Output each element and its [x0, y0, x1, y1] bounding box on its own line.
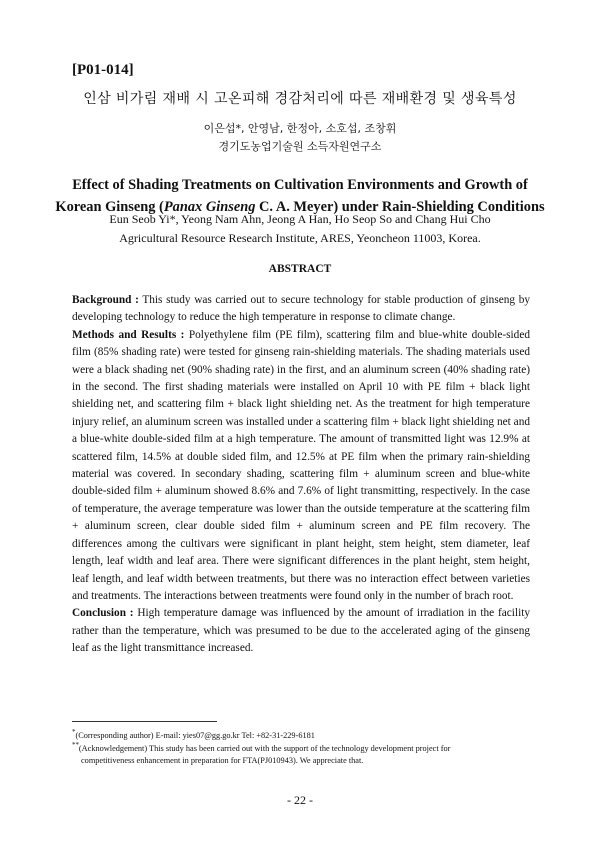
- methods-text: Polyethylene film (PE film), scattering film and blue-white double-sided film (85% shading rate) were tested for ginseng rain-shielding materials. The shading materials used were a black shading net (90% shading rate) in the first, and an aluminum screen (40% shading rate) in the second. The first shading materials were installed on April 10 with PE film + black light shielding net, and scattering film + black light shielding net. As the treatment for high temperature injury relief, an aluminum screen was installed under a scattering film + black light shielding net and a blue-white double-sided film at a high temperature. The amount of transmitted light was 12.9% at scattered film, 14.5% at double sided film, and 12.5% at PE film when the primary rain-shielding material was covered. In secondary shading, scattering film + aluminum screen and blue-white double-sided film + aluminum showed 8.6% and 7.6% of light transmitting, respectively. In the case of temperature, the average temperature was lower than the outside temperature at the scattering film + aluminum screen, clear double sided film + aluminum screen and PE film recovery. The differences among the cultivars were significant in plant height, stem height, stem diameter, leaf length, leaf width and leaf area. There were significant differences in the plant height, stem height, leaf length, and leaf width between treatments, but there was no interaction effect between varieties and treatments. The interactions between treatments were found only in the number of brach root.: [72, 328, 530, 602]
- methods-label: Methods and Results :: [72, 328, 185, 341]
- footnote-2-line2: competitiveness enhancement in preparation for FTA(PJ010943). We appreciate that.: [81, 756, 364, 766]
- conclusion-paragraph: [72, 605, 530, 657]
- english-title-line2-post: C. A. Meyer) under Rain-Shielding Conditions: [255, 199, 545, 215]
- footnote-1-text: (Corresponding author) E-mail: yies07@gg.go.kr Tel: +82-31-229-6181: [75, 730, 315, 740]
- english-affiliation: Agricultural Resource Research Institute, ARES, Yeoncheon 11003, Korea.: [119, 231, 481, 245]
- page-number: - 22 -: [287, 793, 313, 807]
- footnote-acknowledgement: [72, 740, 532, 768]
- footnote-2-line1: (Acknowledgement) This study has been carried out with the support of the technology development project for: [78, 743, 451, 753]
- footnote-divider: [72, 721, 217, 722]
- english-authors: Eun Seob Yi*, Yeong Nam Ahn, Jeong A Han, Ho Seop So and Chang Hui Cho: [109, 212, 491, 226]
- poster-code: [P01-014]: [72, 62, 134, 78]
- english-title-line1: Effect of Shading Treatments on Cultivation Environments and Growth of: [72, 177, 528, 193]
- conclusion-text: High temperature damage was influenced by the amount of irradiation in the facility rather than the temperature, which was presumed to be due to the accelerated aging of the ginseng leaf as the light transmittance increased.: [72, 607, 530, 655]
- english-title-species: Panax Ginseng: [163, 199, 256, 215]
- korean-authors: 이은섭*, 안영남, 한정아, 소호섭, 조창휘: [203, 122, 397, 135]
- abstract-body: [72, 292, 530, 658]
- conclusion-label: Conclusion :: [72, 607, 134, 620]
- korean-affiliation: 경기도농업기술원 소득자원연구소: [218, 140, 382, 153]
- english-title-line2-pre: Korean Ginseng (: [55, 199, 164, 215]
- methods-paragraph: [72, 327, 530, 606]
- abstract-heading: ABSTRACT: [268, 263, 332, 275]
- footnote-2-mark: **: [72, 742, 79, 749]
- korean-title: 인삼 비가림 재배 시 고온피해 경감처리에 따른 재배환경 및 생육특성: [83, 91, 517, 107]
- footnote-1-mark: *: [72, 729, 76, 736]
- background-paragraph: [72, 292, 530, 327]
- background-label: Background :: [72, 294, 139, 306]
- background-text: This study was carried out to secure technology for stable production of ginseng by developing technology to reduce the high temperature in response to climate change.: [72, 294, 530, 324]
